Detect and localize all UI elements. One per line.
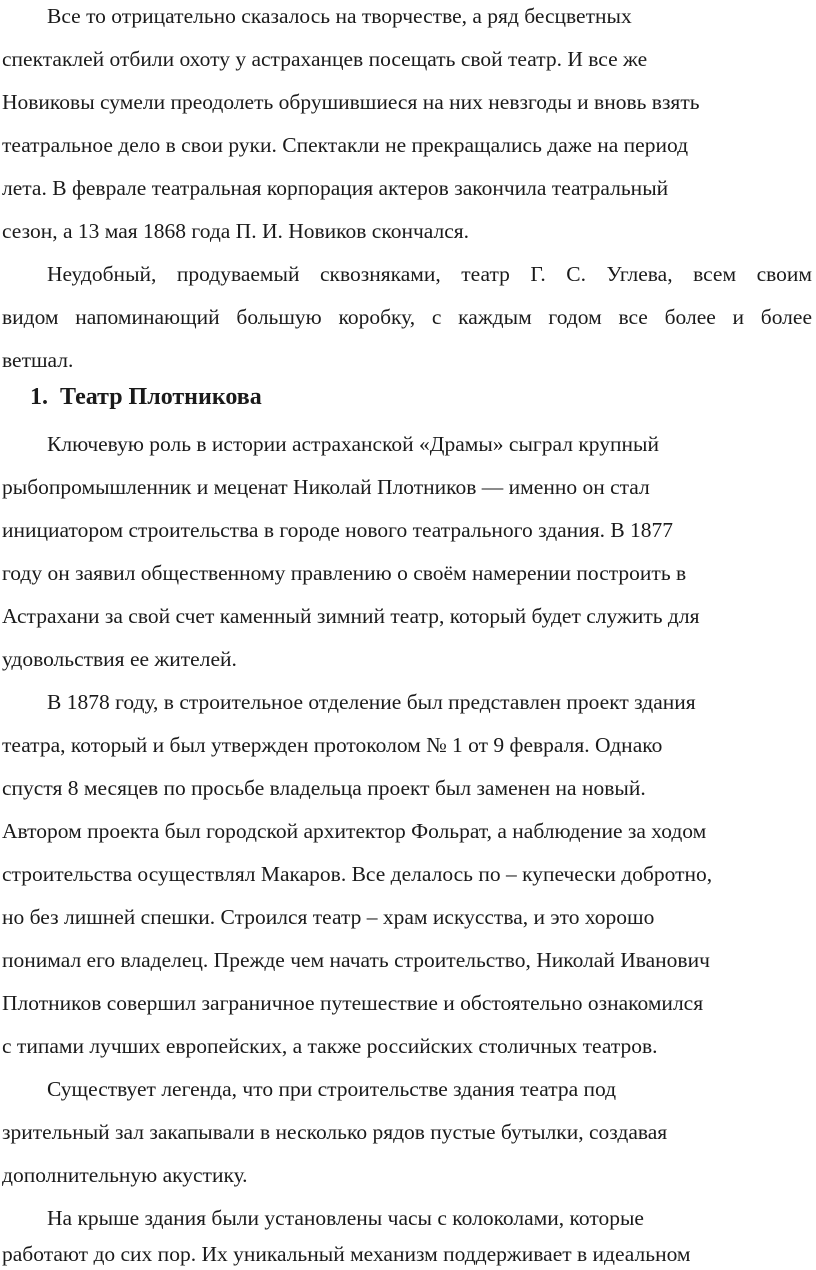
text-line: Все то отрицательно сказалось на творчестве, а ряд бесцветных bbox=[47, 4, 632, 28]
text-line: году он заявил общественному правлению о своём намерении построить в bbox=[2, 561, 687, 585]
text-line: В 1878 году, в строительное отделение был представлен проект здания bbox=[47, 690, 696, 714]
text-line: но без лишней спешки. Строился театр – храм искусства, и это хорошо bbox=[2, 905, 655, 929]
text-line: Ключевую роль в истории астраханской «Драмы» сыграл крупный bbox=[47, 432, 659, 456]
text-line: театра, который и был утвержден протоколом № 1 от 9 февраля. Однако bbox=[2, 733, 663, 757]
text-line: удовольствия ее жителей. bbox=[2, 647, 237, 671]
text-line: рыбопромышленник и меценат Николай Плотников — именно он стал bbox=[2, 475, 650, 499]
text-line: строительства осуществлял Макаров. Все делалось по – купечески добротно, bbox=[2, 862, 713, 886]
text-line: сезон, а 13 мая 1868 года П. И. Новиков скончался. bbox=[2, 219, 470, 243]
text-line: Плотников совершил заграничное путешествие и обстоятельно ознакомился bbox=[2, 991, 704, 1015]
section-number: 1. bbox=[30, 384, 48, 410]
text-line: Астрахани за свой счет каменный зимний театр, который будет служить для bbox=[2, 604, 700, 628]
text-line: театральное дело в свои руки. Спектакли не прекращались даже на период bbox=[2, 133, 689, 157]
text-line: лета. В феврале театральная корпорация актеров закончила театральный bbox=[2, 176, 669, 200]
text-line: видом напоминающий большую коробку, с каждым годом все более и более bbox=[2, 305, 812, 329]
text-line: Автором проекта был городской архитектор Фольрат, а наблюдение за ходом bbox=[2, 819, 707, 843]
text-line: инициатором строительства в городе нового театрального здания. В 1877 bbox=[2, 518, 674, 542]
section-title: Театр Плотникова bbox=[60, 384, 262, 410]
section-heading bbox=[30, 383, 262, 411]
text-line: Новиковы сумели преодолеть обрушившиеся на них невзгоды и вновь взять bbox=[2, 90, 700, 114]
text-line: спустя 8 месяцев по просьбе владельца проект был заменен на новый. bbox=[2, 776, 646, 800]
text-line: Неудобный, продуваемый сквозняками, театр Г. С. Углева, всем своим bbox=[47, 262, 812, 286]
text-line: На крыше здания были установлены часы с колоколами, которые bbox=[47, 1206, 644, 1230]
text-line: Существует легенда, что при строительстве здания театра под bbox=[47, 1077, 617, 1101]
text-line: зрительный зал закапывали в несколько рядов пустые бутылки, создавая bbox=[2, 1120, 668, 1144]
text-line: дополнительную акустику. bbox=[2, 1163, 248, 1187]
text-line: понимал его владелец. Прежде чем начать строительство, Николай Иванович bbox=[2, 948, 710, 972]
text-line: спектаклей отбили охоту у астраханцев посещать свой театр. И все же bbox=[2, 47, 648, 71]
text-line: ветшал. bbox=[2, 348, 74, 372]
text-line: с типами лучших европейских, а также российских столичных театров. bbox=[2, 1034, 658, 1058]
text-line: работают до сих пор. Их уникальный механизм поддерживает в идеальном bbox=[2, 1242, 691, 1266]
